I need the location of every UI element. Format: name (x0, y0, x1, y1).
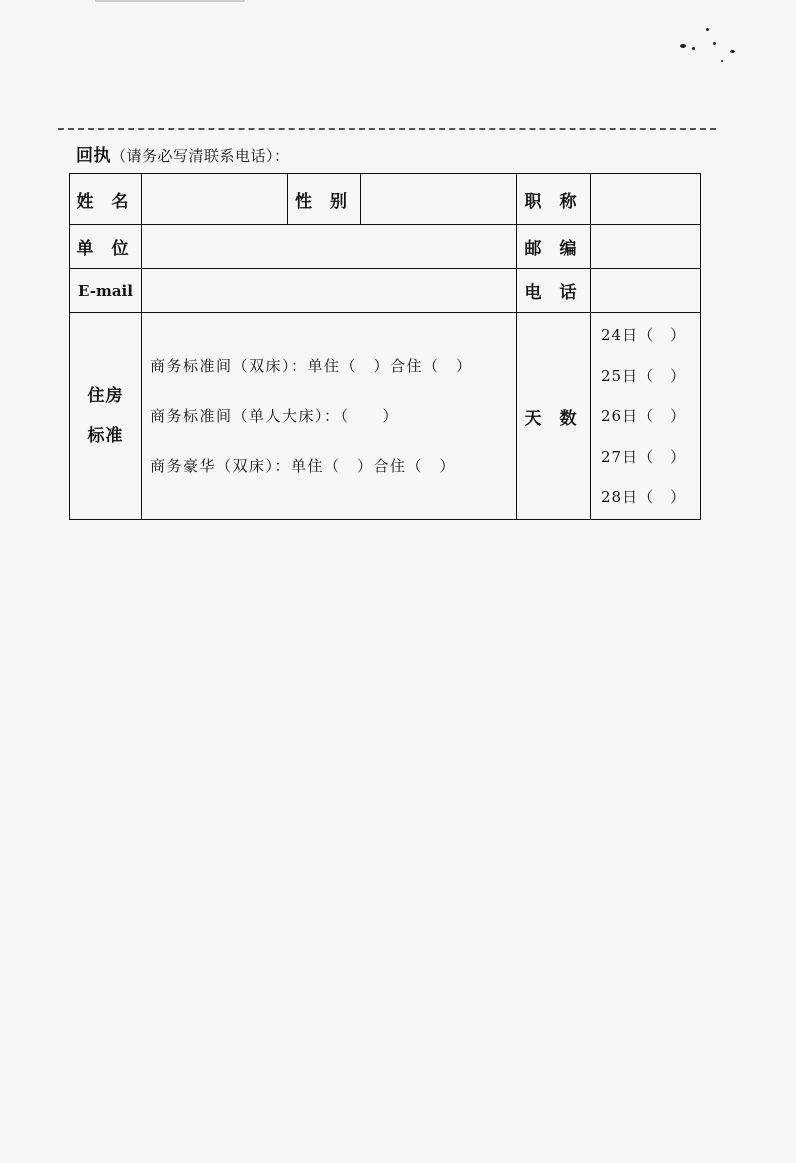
housing-label-line1: 住房 (87, 386, 124, 406)
room-option-king[interactable]: 商务标准间（单人大床）：（ ） (150, 407, 400, 425)
scan-speck (721, 60, 723, 62)
scan-speck (680, 44, 686, 48)
form-row-email (70, 269, 701, 313)
phone-label: 电 话 (517, 269, 591, 313)
cut-line (58, 128, 716, 130)
gender-field[interactable] (361, 174, 517, 225)
housing-label-line2: 标准 (87, 426, 124, 446)
postcode-field[interactable] (591, 225, 701, 269)
receipt-note: （请务必写清联系电话）： (111, 147, 290, 165)
form-row-unit (70, 225, 701, 269)
room-options (142, 313, 517, 520)
day-option[interactable]: 26日（ ） (601, 407, 687, 425)
receipt-heading (76, 145, 290, 167)
housing-label (70, 313, 142, 520)
name-field[interactable] (142, 174, 288, 225)
phone-field[interactable] (591, 269, 701, 313)
scan-speck (692, 47, 695, 50)
unit-field[interactable] (142, 225, 517, 269)
title-field[interactable] (591, 174, 701, 225)
form-row-housing (70, 313, 701, 520)
day-option[interactable]: 24日（ ） (601, 326, 687, 344)
day-option[interactable]: 27日（ ） (601, 447, 687, 466)
scan-speck (730, 50, 735, 53)
email-label: E-mail (70, 269, 142, 313)
page-edge (95, 0, 245, 2)
unit-label: 单 位 (70, 225, 142, 269)
email-field[interactable] (142, 269, 517, 313)
room-option-deluxe[interactable]: 商务豪华（双床）：单住（ ）合住（ ） (150, 457, 457, 475)
registration-form (69, 173, 701, 520)
days-list (591, 313, 701, 520)
day-option[interactable]: 25日（ ） (601, 366, 687, 385)
scan-speck (713, 42, 716, 45)
room-option-twin[interactable]: 商务标准间（双床）：单住（ ）合住（ ） (150, 357, 473, 375)
name-label: 姓 名 (70, 174, 142, 225)
receipt-title: 回执 (76, 146, 111, 166)
postcode-label: 邮 编 (517, 225, 591, 269)
scan-speck (706, 28, 709, 31)
day-option[interactable]: 28日（ ） (601, 488, 687, 506)
title-label: 职 称 (517, 174, 591, 225)
form-row-name (70, 174, 701, 225)
days-label: 天 数 (517, 313, 591, 520)
gender-label: 性 别 (288, 174, 361, 225)
